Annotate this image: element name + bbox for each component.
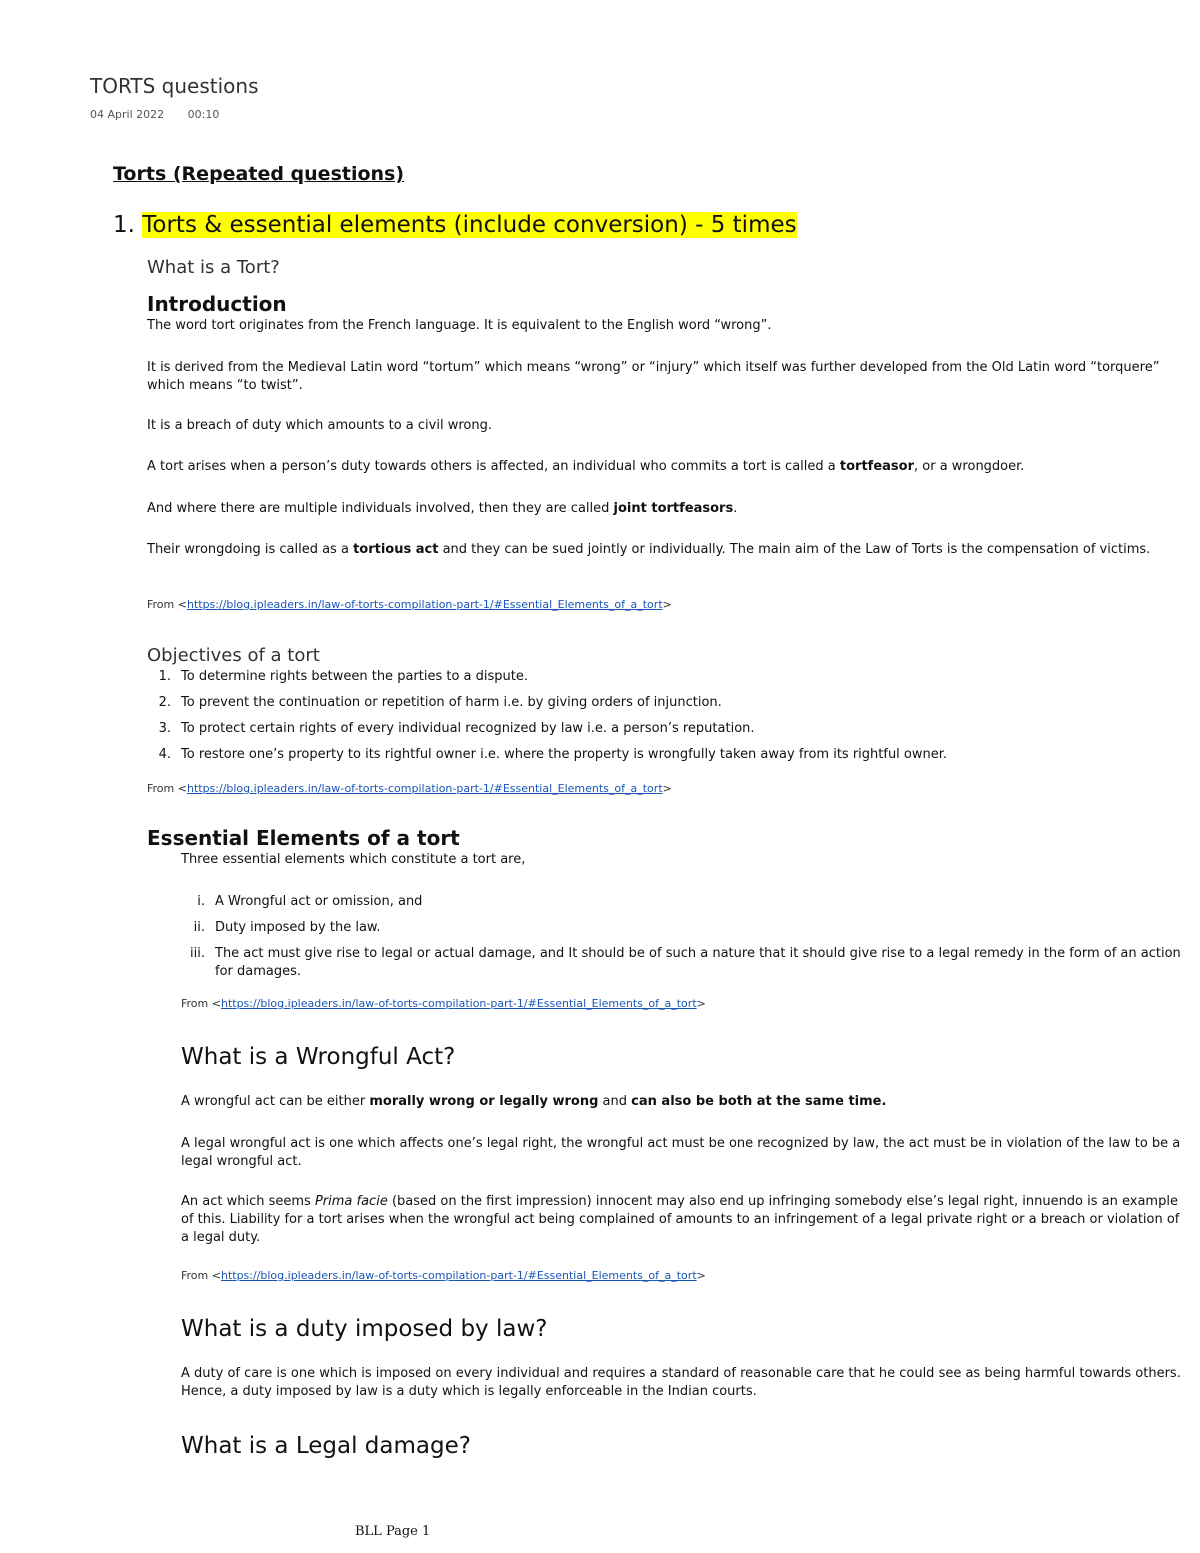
list-item: 3. To protect certain rights of every individual recognized by law i.e. a person’s reputation. bbox=[158, 721, 755, 736]
page-title: TORTS questions bbox=[90, 74, 259, 98]
source-citation-3: From <https://blog.ipleaders.in/law-of-torts-compilation-part-1/#Essential_Elements_of_a_tort> bbox=[181, 997, 706, 1010]
list-item: iii. The act must give rise to legal or actual damage, and It should be of such a nature that it should give rise to a legal remedy in the form of an action for damages. bbox=[190, 946, 1181, 979]
page-meta bbox=[90, 108, 239, 121]
intro-paragraph-2: It is derived from the Medieval Latin word “tortum” which means “wrong” or “injury” which itself was further developed from the Old Latin word “torquere” which means “to twist”. bbox=[147, 360, 1160, 393]
topic-heading bbox=[113, 212, 797, 238]
intro-paragraph-4: A tort arises when a person’s duty towards others is affected, an individual who commits a tort is called a tortfeasor, or a wrongdoer. bbox=[147, 459, 1025, 474]
elements-list bbox=[181, 893, 1191, 989]
list-item: 1. To determine rights between the parties to a dispute. bbox=[158, 669, 529, 684]
source-link-4[interactable]: https://blog.ipleaders.in/law-of-torts-compilation-part-1/#Essential_Elements_of_a_tort bbox=[220, 1269, 697, 1282]
legal-damage-heading: What is a Legal damage? bbox=[181, 1433, 471, 1459]
duty-paragraph-1: A duty of care is one which is imposed on every individual and requires a standard of reasonable care that he could see as being harmful towards others. Hence, a duty imposed by law is a duty which is legally enforceable in the Indian courts. bbox=[181, 1366, 1181, 1399]
source-link-1[interactable]: https://blog.ipleaders.in/law-of-torts-compilation-part-1/#Essential_Elements_of_a_tort bbox=[186, 598, 663, 611]
duty-heading: What is a duty imposed by law? bbox=[181, 1316, 548, 1342]
page-footer: BLL Page 1 bbox=[355, 1524, 431, 1539]
elements-intro: Three essential elements which constitute a tort are, bbox=[181, 852, 526, 867]
wrongful-act-paragraph-1: A wrongful act can be either morally wrong or legally wrong and can also be both at the same time. bbox=[181, 1094, 887, 1109]
source-citation-4: From <https://blog.ipleaders.in/law-of-torts-compilation-part-1/#Essential_Elements_of_a_tort> bbox=[181, 1269, 706, 1282]
intro-paragraph-1: The word tort originates from the French language. It is equivalent to the English word “wrong”. bbox=[147, 318, 772, 333]
source-citation-1: From <https://blog.ipleaders.in/law-of-torts-compilation-part-1/#Essential_Elements_of_a_tort> bbox=[147, 598, 672, 611]
page-time: 00:10 bbox=[187, 108, 220, 121]
objectives-heading: Objectives of a tort bbox=[147, 645, 320, 666]
topic-title: Torts & essential elements (include conversion) - 5 times bbox=[142, 212, 797, 238]
list-item: ii. Duty imposed by the law. bbox=[193, 920, 381, 935]
introduction-heading: Introduction bbox=[147, 292, 287, 316]
wrongful-act-paragraph-2: A legal wrongful act is one which affects one’s legal right, the wrongful act must be one recognized by law, the act must be in violation of the law to be a legal wrongful act. bbox=[181, 1136, 1181, 1169]
wrongful-act-paragraph-3: An act which seems Prima facie (based on the first impression) innocent may also end up infringing somebody else’s legal right, innuendo is an example of this. Liability for a tort arises when the wrongful act being complained of amounts to an infringement of a legal private right or a breach or violation of a legal duty. bbox=[181, 1194, 1180, 1245]
elements-heading: Essential Elements of a tort bbox=[147, 826, 460, 850]
what-is-tort-heading: What is a Tort? bbox=[147, 257, 280, 278]
intro-paragraph-3: It is a breach of duty which amounts to a civil wrong. bbox=[147, 418, 492, 433]
source-link-2[interactable]: https://blog.ipleaders.in/law-of-torts-compilation-part-1/#Essential_Elements_of_a_tort bbox=[186, 782, 663, 795]
term-joint-tortfeasors: joint tortfeasors bbox=[613, 501, 734, 516]
list-item: 4. To restore one’s property to its rightful owner i.e. where the property is wrongfully taken away from its rightful owner. bbox=[158, 747, 948, 762]
section-heading: Torts (Repeated questions) bbox=[113, 163, 405, 185]
intro-paragraph-5: And where there are multiple individuals involved, then they are called joint tortfeasors. bbox=[147, 501, 738, 516]
intro-paragraph-6: Their wrongdoing is called as a tortious act and they can be sued jointly or individually. The main aim of the Law of Torts is the compensation of victims. bbox=[147, 542, 1151, 557]
page-date: 04 April 2022 bbox=[90, 108, 165, 121]
source-citation-2: From <https://blog.ipleaders.in/law-of-torts-compilation-part-1/#Essential_Elements_of_a_tort> bbox=[147, 782, 672, 795]
term-tortious-act: tortious act bbox=[353, 542, 439, 557]
source-link-3[interactable]: https://blog.ipleaders.in/law-of-torts-compilation-part-1/#Essential_Elements_of_a_tort bbox=[220, 997, 697, 1010]
term-tortfeasor: tortfeasor bbox=[839, 459, 914, 474]
wrongful-act-heading: What is a Wrongful Act? bbox=[181, 1044, 456, 1070]
topic-number: 1. bbox=[113, 212, 135, 238]
list-item: 2. To prevent the continuation or repetition of harm i.e. by giving orders of injunction. bbox=[158, 695, 722, 710]
list-item: i. A Wrongful act or omission, and bbox=[197, 894, 423, 909]
objectives-list bbox=[147, 668, 1177, 772]
